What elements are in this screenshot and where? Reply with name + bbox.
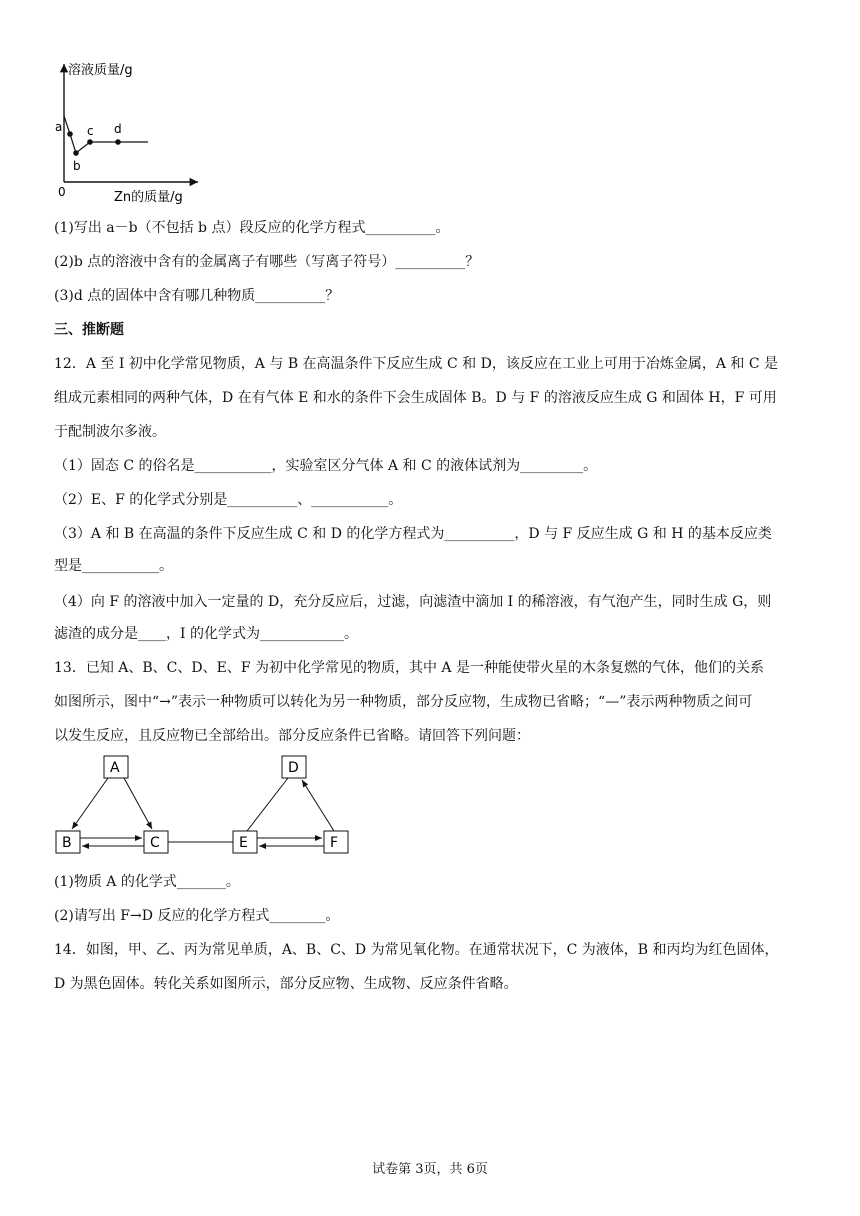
point-a bbox=[67, 131, 73, 137]
q14-stem-line1: 14．如图，甲、乙、丙为常见单质，A、B、C、D 为常见氧化物。在通常状况下，C 为液体，B 和丙均为红色固体， bbox=[54, 942, 779, 958]
node-d bbox=[282, 756, 306, 778]
node-b bbox=[56, 831, 80, 853]
label-b: b bbox=[73, 159, 81, 173]
node-b-label: B bbox=[62, 835, 72, 851]
origin-label: 0 bbox=[58, 185, 66, 199]
q12-stem-line1: 12．A 至 I 初中化学常见物质，A 与 B 在高温条件下反应生成 C 和 D，该反应在工业上可用于冶炼金属，A 和 C 是 bbox=[54, 356, 779, 372]
node-c bbox=[144, 831, 168, 853]
label-d: d bbox=[114, 122, 122, 136]
solution-mass-graph bbox=[48, 56, 208, 206]
x-axis-label: Zn的质量/g bbox=[114, 190, 183, 205]
node-e-label: E bbox=[239, 835, 248, 851]
q13-part2: (2)请写出 F→D 反应的化学方程式________。 bbox=[54, 908, 340, 924]
q11-part3: (3)d 点的固体中含有哪几种物质__________？ bbox=[54, 288, 340, 304]
point-c bbox=[87, 139, 93, 145]
section-heading: 三、推断题 bbox=[54, 322, 124, 338]
node-c-label: C bbox=[150, 835, 160, 851]
label-a: a bbox=[55, 120, 63, 134]
q11-part1: (1)写出 a－b（不包括 b 点）段反应的化学方程式__________。 bbox=[54, 220, 450, 236]
label-c: c bbox=[87, 124, 94, 138]
q12-stem-line2: 组成元素相同的两种气体，D 在有气体 E 和水的条件下会生成固体 B。D 与 F 的溶液反应生成 G 和固体 H，F 可用 bbox=[54, 390, 777, 406]
curve bbox=[64, 116, 148, 153]
point-b bbox=[73, 150, 79, 156]
node-a-label: A bbox=[110, 760, 120, 776]
node-d-label: D bbox=[288, 760, 299, 776]
node-f bbox=[324, 831, 348, 853]
y-axis-label: 溶液质量/g bbox=[68, 63, 133, 78]
link-e-d bbox=[247, 778, 288, 831]
q12-part4-line2: 滤渣的成分是____，I 的化学式为____________。 bbox=[54, 626, 358, 642]
arrow-a-c bbox=[124, 778, 152, 829]
arrow-a-b bbox=[72, 778, 108, 829]
q14-stem-line2: D 为黑色固体。转化关系如图所示，部分反应物、生成物、反应条件省略。 bbox=[54, 976, 518, 992]
relation-diagram bbox=[52, 752, 372, 862]
q12-part4-line1: （4）向 F 的溶液中加入一定量的 D，充分反应后，过滤，向滤渣中滴加 I 的稀溶液，有气泡产生，同时生成 G，则 bbox=[54, 594, 772, 610]
node-f-label: F bbox=[330, 835, 339, 851]
arrow-f-d bbox=[302, 780, 334, 831]
q12-part3-line2: 型是___________。 bbox=[54, 558, 173, 574]
page-footer: 试卷第 3页，共 6页 bbox=[372, 1162, 488, 1177]
q13-stem-line1: 13．已知 A、B、C、D、E、F 为初中化学常见的物质，其中 A 是一种能使带火星的木条复燃的气体，他们的关系 bbox=[54, 660, 764, 676]
point-d bbox=[115, 139, 121, 145]
q12-part1: （1）固态 C 的俗名是___________，实验室区分气体 A 和 C 的液体试剂为_________。 bbox=[54, 458, 598, 474]
q11-part2: (2)b 点的溶液中含有的金属离子有哪些（写离子符号）__________？ bbox=[54, 254, 480, 270]
q13-stem-line3: 以发生反应，且反应物已全部给出。部分反应条件已省略。请回答下列问题： bbox=[54, 728, 530, 744]
node-e bbox=[233, 831, 257, 853]
q12-part2: （2）E、F 的化学式分别是__________、___________。 bbox=[54, 492, 403, 508]
node-a bbox=[104, 756, 128, 778]
q12-part3-line1: （3）A 和 B 在高温的条件下反应生成 C 和 D 的化学方程式为__________，D 与 F 反应生成 G 和 H 的基本反应类 bbox=[54, 526, 772, 542]
q12-stem-line3: 于配制波尔多液。 bbox=[54, 424, 166, 440]
q13-stem-line2: 如图所示，图中“→”表示一种物质可以转化为另一种物质，部分反应物，生成物已省略；“—”表示两种物质之间可 bbox=[54, 694, 753, 710]
q13-part1: (1)物质 A 的化学式_______。 bbox=[54, 874, 240, 890]
